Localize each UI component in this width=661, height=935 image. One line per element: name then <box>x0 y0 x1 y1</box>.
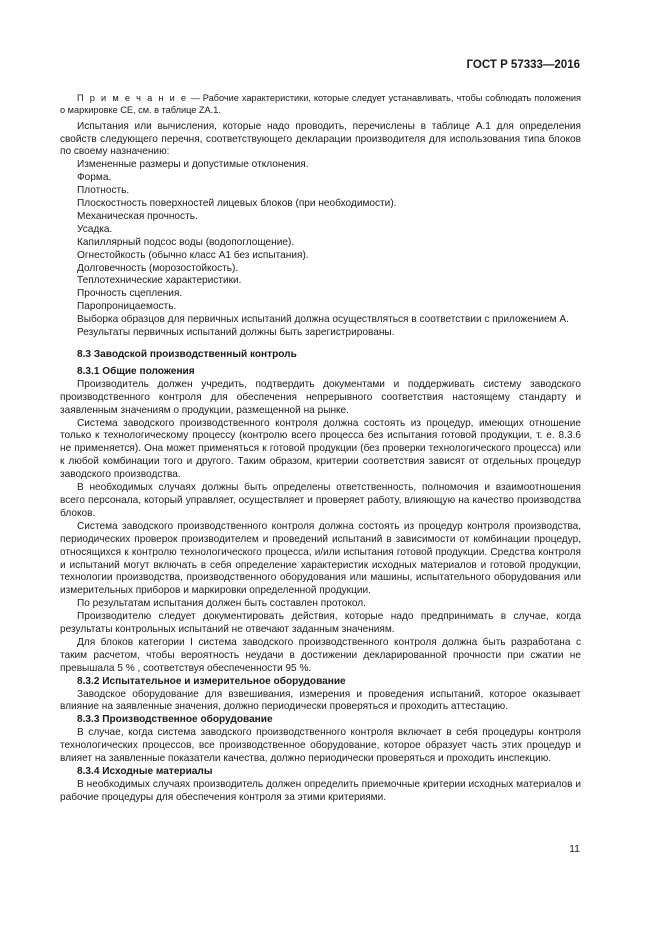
property-item: Паропроницаемость. <box>77 301 177 313</box>
paragraph: Для блоков категории I система заводского производственного контроля должна быть разработана с таким расчетом, чтобы вероятность неудачи в достижении декларированной прочности при сжатии не превышала 5 % , соответствуя обеспеченности 95 %. <box>60 636 581 674</box>
properties-list <box>60 159 581 314</box>
section-8-3-heading: 8.3 Заводской производственный контроль <box>77 349 297 360</box>
paragraph: Заводское оборудование для взвешивания, измерения и проведения испытаний, которое оказывает влияние на заявленные значения, должно периодически проверяться и проходить аттестацию. <box>60 688 581 713</box>
property-item: Плоскостность поверхностей лицевых блоков (при необходимости). <box>77 198 397 210</box>
paragraph: В необходимых случаях производитель должен определить приемочные критерии исходных материалов и рабочие процедуры для обеспечения контроля за этими критериями. <box>60 778 581 803</box>
paragraph: В случае, когда система заводского производственного контроля включает в себя процедуры контроля технологических процессов, все производственное оборудование, которое образует часть этих процедур и влияет на заявленные показатели качества, должно периодически проверяться и проходить инспекцию. <box>60 727 581 765</box>
property-item: Плотность. <box>77 185 130 197</box>
property-item: Прочность сцепления. <box>77 288 183 300</box>
note-text: — Рабочие характеристики, которые следует устанавливать, чтобы соблюдать положения о маркировке СЕ, см. в таблице ZA.1. <box>60 93 582 116</box>
paragraph: Производитель должен учредить, подтвердить документами и поддерживать систему заводского производственного контроля для обеспечения непрерывного соответствия настоящему стандарту и заявленным значениям о продукции, размещенной на рынке. <box>60 378 581 416</box>
section-8-3-1-heading: 8.3.1 Общие положения <box>77 365 195 377</box>
property-item: Капиллярный подсос воды (водопоглощение). <box>77 236 295 248</box>
property-item: Форма. <box>77 172 112 184</box>
section-8-3-3-heading: 8.3.3 Производственное оборудование <box>77 714 273 726</box>
paragraph: По результатам испытания должен быть составлен протокол. <box>77 598 366 610</box>
property-item: Долговечность (морозостойкость). <box>77 262 239 274</box>
paragraph: Система заводского производственного контроля должна состоять из процедур, имеющих отношение только к технологическому процессу (контролю всего процесса без испытания готовой продукции, т. е. 8.3.6 не применяется). Она может применяться к готовой продукции (без проверки технологического процесса) или к любой комбинации того и другого. Таким образом, критерии соответствия зависят от отдельных процедур заводского производства. <box>60 417 581 481</box>
note-label: П р и м е ч а н и е <box>77 93 188 103</box>
property-item: Усадка. <box>77 223 113 235</box>
paragraph: В необходимых случаях должны быть определены ответственность, полномочия и взаимоотношения всего персонала, который управляет, осуществляет и проверяет работу, влияющую на качество производства блоков. <box>60 482 581 519</box>
intro-paragraph: Испытания или вычисления, которые надо проводить, перечислены в таблице А.1 для определения свойств следующего перечня, соответствующего декларации производителя для использования типа блоков по своему назначению: <box>60 120 581 158</box>
page-content <box>60 92 581 805</box>
paragraph: Производителю следует документировать действия, которые надо предпринимать в случае, когда результаты контрольных испытаний не отвечают заданным значениям. <box>60 611 581 636</box>
section-8-3-4-heading: 8.3.4 Исходные материалы <box>77 766 213 777</box>
results-paragraph: Результаты первичных испытаний должны быть зарегистрированы. <box>77 327 395 339</box>
note <box>60 92 581 117</box>
page-number: 11 <box>569 843 580 855</box>
paragraph: Система заводского производственного контроля должна состоять из процедур контроля производства, периодических проверок производителем и проведений испытаний в зависимости от комбинации процедур, относящихся к контролю технологического процесса, и/или испытания готовой продукции. Средства контроля и испытаний могут включать в себя определение характеристик исходных материалов и готовой продукции, технологии производства, производственного оборудования или машины, испытательного оборудования или измерительных приборов и маркировки определенной продукции. <box>60 520 581 597</box>
sampling-paragraph: Выборка образцов для первичных испытаний должна осуществляться в соответствии с приложением А. <box>77 314 569 326</box>
property-item: Огнестойкость (обычно класс А1 без испытания). <box>77 249 309 261</box>
property-item: Механическая прочность. <box>77 210 198 222</box>
property-item: Измененные размеры и допустимые отклонения. <box>77 159 309 171</box>
document-header: ГОСТ Р 57333—2016 <box>466 59 580 71</box>
section-8-3-2-heading: 8.3.2 Испытательное и измерительное оборудование <box>77 675 346 687</box>
property-item: Теплотехнические характеристики. <box>77 275 242 287</box>
